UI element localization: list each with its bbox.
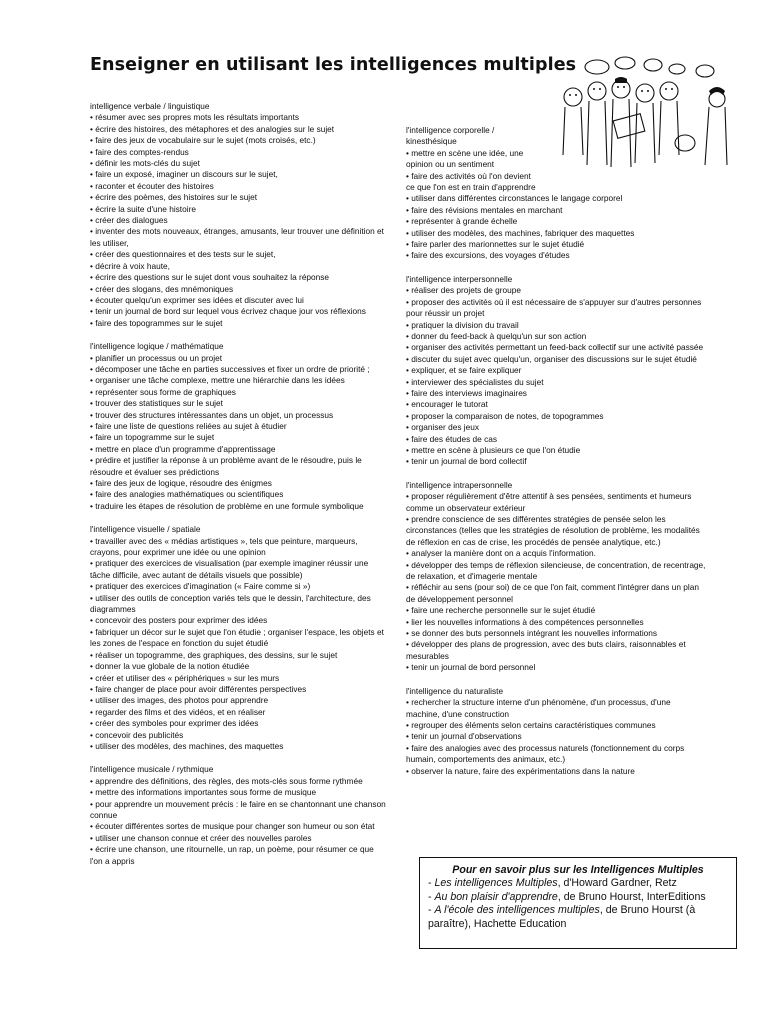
list-item: • tenir un journal d'observations xyxy=(406,731,522,742)
list-item: • utiliser une chanson connue et créer des nouvelles paroles xyxy=(90,832,312,843)
list-item: • analyser la manière dont on a acquis l'information. xyxy=(406,548,596,559)
list-item: • proposer régulièrement d'être attentif à ses pensées, sentiments et humeurs comme un observateur extérieur xyxy=(406,491,692,513)
list-item: • encourager le tutorat xyxy=(406,399,488,410)
list-item: • tenir un journal de bord sur lequel vous écrivez chaque jour vos réflexions xyxy=(90,306,366,317)
section-logique xyxy=(90,341,388,512)
list-item: • travailler avec des « médias artistiques », tels que peinture, marqueurs, crayons, pour exprimer une idée ou une opinion xyxy=(90,535,358,558)
list-item: • apprendre des définitions, des règles, des mots-clés sous forme rythmée xyxy=(90,775,363,786)
section-intrapersonnelle xyxy=(406,480,706,674)
list-item: • décomposer une tâche en parties successives et fixer un ordre de priorité ; xyxy=(90,363,370,374)
list-item: • écouter différentes sortes de musique pour changer son humeur ou son état xyxy=(90,821,375,832)
list-item: • pratiquer la division du travail xyxy=(406,319,519,330)
page-title: Enseigner en utilisant les intelligences multiples xyxy=(90,55,577,75)
list-item: • faire des analogies avec des processus naturels (fonctionnement du corps humain, comportements des animaux, etc.) xyxy=(406,742,685,765)
list-item: • réaliser des projets de groupe xyxy=(406,285,521,296)
list-item: • faire des analogies mathématiques ou scientifiques xyxy=(90,489,284,500)
list-item: • organiser des jeux xyxy=(406,422,480,433)
list-item: • prédire et justifier la réponse à un problème avant de le résoudre, puis le résoudre et évaluer ses prédictions xyxy=(90,455,362,477)
list-item: • organiser une tâche complexe, mettre une hiérarchie dans les idées xyxy=(90,375,345,386)
list-item: • regrouper des éléments selon certains caractéristiques communes xyxy=(406,719,656,730)
list-item: • planifier un processus ou un projet xyxy=(90,352,223,363)
list-item: • faire parler des marionnettes sur le sujet étudié xyxy=(406,239,585,250)
reference-prefix: - xyxy=(428,904,435,917)
list-item: • créer des questionnaires et des tests sur le sujet, xyxy=(90,249,276,260)
list-item: • décrire à voix haute, xyxy=(90,260,170,271)
list-item: • faire des comptes-rendus xyxy=(90,146,189,157)
list-item: • regarder des films et des vidéos, et en réaliser xyxy=(90,706,266,717)
list-item: • faire des topogrammes sur le sujet xyxy=(90,317,223,328)
list-item: • faire changer de place pour avoir différentes perspectives xyxy=(90,683,307,694)
list-item: • écrire une chanson, une ritournelle, un rap, un poème, pour résumer ce que l'on a appris xyxy=(90,844,374,866)
list-item: • utiliser des outils de conception variés tels que le dessin, l'architecture, des diagrammes xyxy=(90,592,371,615)
list-item: • pratiquer des exercices d'imagination (« Faire comme si ») xyxy=(90,581,311,592)
list-item: • faire une recherche personnelle sur le sujet étudié xyxy=(406,605,596,616)
section-title-visuelle: l'intelligence visuelle / spatiale xyxy=(90,524,201,535)
section-title-intrapersonnelle: l'intelligence intrapersonnelle xyxy=(406,479,513,490)
list-item: • proposer la comparaison de notes, de topogrammes xyxy=(406,410,604,421)
list-item: • créer des slogans, des mnémoniques xyxy=(90,283,234,294)
list-item: • faire des excursions, des voyages d'études xyxy=(406,250,570,261)
list-item: • faire des jeux de logique, résoudre des énigmes xyxy=(90,478,272,488)
list-item: • écrire des histoires, des métaphores et des analogies sur le sujet xyxy=(90,123,335,134)
list-item: • observer la nature, faire des expérimentations dans la nature xyxy=(406,765,635,776)
list-item: • utiliser des modèles, des machines, fabriquer des maquettes xyxy=(406,227,635,238)
list-item: • mettre des informations importantes sous forme de musique xyxy=(90,787,317,798)
list-item: • proposer des activités où il est nécessaire de s'appuyer sur d'autres personnes pour réussir un projet xyxy=(406,296,702,319)
list-item: • discuter du sujet avec quelqu'un, organiser des discussions sur le sujet étudié xyxy=(406,353,697,364)
list-item: • faire un topogramme sur le sujet xyxy=(90,432,215,443)
left-column xyxy=(90,101,388,879)
list-item: • fabriquer un décor sur le sujet que l'on étudie ; organiser l'espace, les objets et les zones de l'espace en fonction du sujet étudié xyxy=(90,626,384,649)
list-item: • créer et utiliser des « périphériques » sur les murs xyxy=(90,672,280,683)
list-item: • développer des temps de réflexion silencieuse, de concentration, de recentrage, de relaxation, et d'imagerie mentale xyxy=(406,559,706,582)
list-item: • raconter et écouter des histoires xyxy=(90,180,214,191)
list-item: • tenir un journal de bord personnel xyxy=(406,662,536,673)
list-item: • trouver des statistiques sur le sujet xyxy=(90,398,223,409)
list-item: • donner la vue globale de la notion étudiée xyxy=(90,661,250,672)
list-item: • créer des dialogues xyxy=(90,215,168,226)
list-item: • développer des plans de progression, avec des buts clairs, raisonnables et mesurables xyxy=(406,639,686,661)
reference-item xyxy=(428,904,728,931)
reference-prefix: - xyxy=(428,890,435,903)
list-item: • représenter sous forme de graphiques xyxy=(90,386,236,397)
reference-details: , d'Howard Gardner, Retz xyxy=(557,877,677,890)
list-item: • faire des activités où l'on devient ce que l'on est en train d'apprendre xyxy=(406,170,536,193)
list-item: • traduire les étapes de résolution de problème en une formule symbolique xyxy=(90,500,364,511)
section-interpersonnelle xyxy=(406,274,706,468)
reference-item xyxy=(428,891,728,904)
list-item: • concevoir des publicités xyxy=(90,729,184,740)
list-item: • réaliser un topogramme, des graphiques, des dessins, sur le sujet xyxy=(90,649,338,660)
list-item: • écouter quelqu'un exprimer ses idées et discuter avec lui xyxy=(90,294,304,305)
section-visuelle xyxy=(90,524,388,752)
section-corporelle xyxy=(406,125,538,193)
list-item: • se donner des buts personnels intégrant les nouvelles informations xyxy=(406,628,658,639)
list-item: • lier les nouvelles informations à des compétences personnelles xyxy=(406,616,644,627)
list-item: • créer des symboles pour exprimer des idées xyxy=(90,718,259,729)
section-naturaliste xyxy=(406,686,706,777)
list-item: • utiliser des images, des photos pour apprendre xyxy=(90,695,269,706)
list-item: • utiliser dans différentes circonstances le langage corporel xyxy=(406,193,623,204)
reference-details: , de Bruno Hourst (à paraître), Hachette Education xyxy=(428,904,696,930)
list-item: • définir les mots-clés du sujet xyxy=(90,158,200,169)
list-item: • prendre conscience de ses différentes stratégies de pensée selon les circonstances (telles que les stratégies de résolution de problème, les modalités de réflexion en cas de crise, les procédés de pensée analytique, etc.) xyxy=(406,514,700,547)
right-column xyxy=(406,125,706,789)
list-item: • écrire des poèmes, des histoires sur le sujet xyxy=(90,192,258,203)
list-item: • faire des études de cas xyxy=(406,433,497,444)
list-item: • inventer des mots nouveaux, étranges, amusants, leur trouver une définition et les utiliser, xyxy=(90,226,384,248)
further-reading-box xyxy=(419,857,737,949)
list-item: • pour apprendre un mouvement précis : le faire en se chantonnant une chanson connue xyxy=(90,798,386,820)
list-item: • faire un exposé, imaginer un discours sur le sujet, xyxy=(90,169,278,180)
section-title-naturaliste: l'intelligence du naturaliste xyxy=(406,685,504,696)
list-item: • mettre en place d'un programme d'apprentissage xyxy=(90,443,276,454)
reference-details: , de Bruno Hourst, InterEditions xyxy=(557,890,706,903)
list-item: • organiser des activités permettant un feed-back collectif sur une activité passée xyxy=(406,342,704,353)
reference-item xyxy=(428,877,728,890)
list-item: • donner du feed-back à quelqu'un sur son action xyxy=(406,330,587,341)
list-item: • réfléchir au sens (pour soi) de ce que l'on fait, comment l'intégrer dans un plan de développement personnel xyxy=(406,582,699,604)
section-verbale xyxy=(90,101,388,329)
reference-title: Les intelligences Multiples xyxy=(434,877,558,890)
list-item: • interviewer des spécialistes du sujet xyxy=(406,376,544,387)
list-item: • utiliser des modèles, des machines, des maquettes xyxy=(90,740,284,751)
section-title-musicale: l'intelligence musicale / rythmique xyxy=(90,764,214,775)
reference-title: Au bon plaisir d'apprendre xyxy=(434,890,558,903)
section-title-verbale: intelligence verbale / linguistique xyxy=(90,101,210,111)
section-title-interpersonnelle: l'intelligence interpersonnelle xyxy=(406,273,513,284)
list-item: • résumer avec ses propres mots les résultats importants xyxy=(90,112,300,123)
box-title: Pour en savoir plus sur les Intelligences Multiples xyxy=(452,864,704,876)
list-item: • mettre en scène à plusieurs ce que l'on étudie xyxy=(406,444,581,455)
section-title-corporelle: l'intelligence corporelle / kinesthésique xyxy=(406,125,495,147)
list-item: • concevoir des posters pour exprimer des idées xyxy=(90,615,268,626)
section-corporelle-continued xyxy=(406,193,706,261)
section-musicale xyxy=(90,764,388,867)
reference-prefix: - xyxy=(428,877,435,890)
list-item: • faire des jeux de vocabulaire sur le sujet (mots croisés, etc.) xyxy=(90,135,316,146)
list-item: • représenter à grande échelle xyxy=(406,216,518,227)
reference-title: A l'école des intelligences multiples xyxy=(434,904,600,917)
list-item: • expliquer, et se faire expliquer xyxy=(406,365,522,376)
section-title-logique: l'intelligence logique / mathématique xyxy=(90,341,224,352)
list-item: • trouver des structures intéressantes dans un objet, un processus xyxy=(90,409,334,420)
list-item: • écrire la suite d'une histoire xyxy=(90,203,196,214)
list-item: • tenir un journal de bord collectif xyxy=(406,456,527,467)
list-item: • rechercher la structure interne d'un phénomène, d'un processus, d'une machine, d'une construction xyxy=(406,697,671,719)
list-item: • écrire des questions sur le sujet dont vous souhaitez la réponse xyxy=(90,272,330,283)
list-item: • mettre en scène une idée, une opinion ou un sentiment xyxy=(406,147,524,170)
list-item: • faire des interviews imaginaires xyxy=(406,387,527,398)
list-item: • faire une liste de questions reliées au sujet à étudier xyxy=(90,420,287,431)
list-item: • pratiquer des exercices de visualisation (par exemple imaginer réussir une tâche difficile, avec autant de détails visuels que possible) xyxy=(90,558,369,580)
list-item: • faire des révisions mentales en marchant xyxy=(406,204,563,215)
